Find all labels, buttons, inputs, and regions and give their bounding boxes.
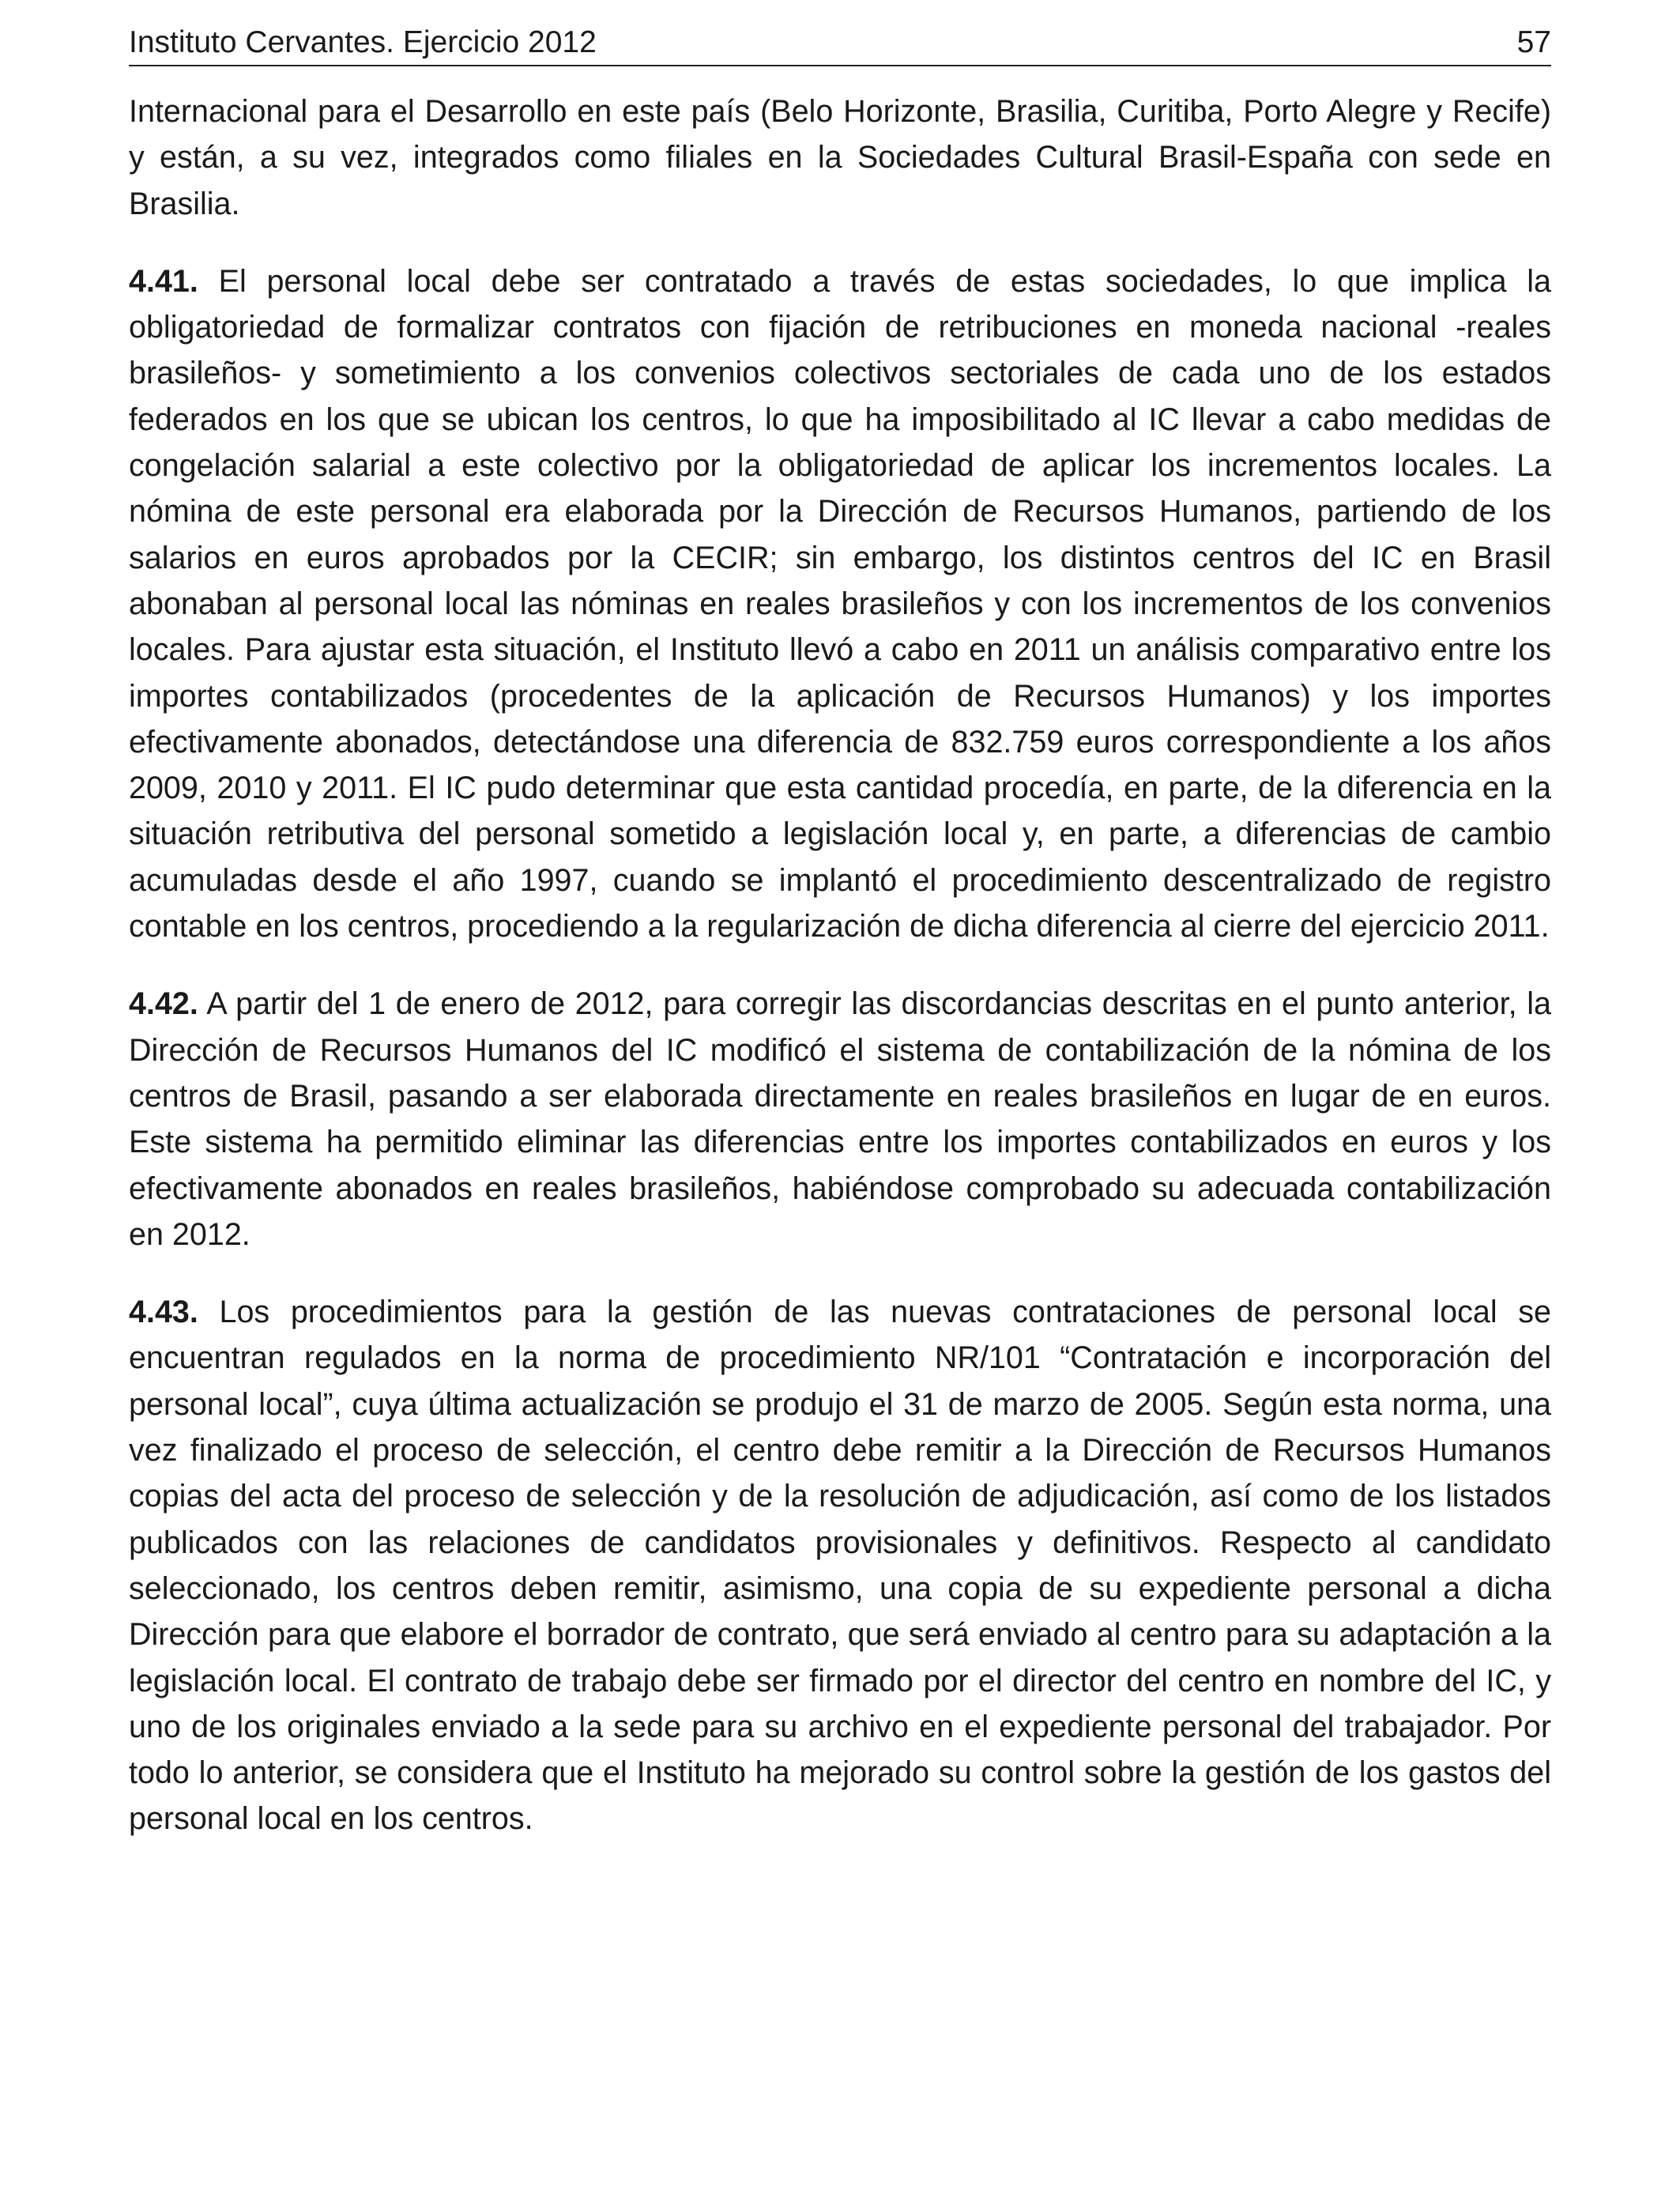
paragraph-number: 4.42. (129, 986, 198, 1022)
page-content (129, 89, 1551, 1842)
paragraph-continuation (129, 89, 1551, 227)
paragraph-text: El personal local debe ser contratado a través de estas sociedades, lo que implica la obligatoriedad de formalizar contratos con fijación de retribuciones en moneda nacional -reales brasileños- y sometimiento a los convenios colectivos sectoriales de cada uno de los estados federados en los que se ubican los centros, lo que ha imposibilitado al IC llevar a cabo medidas de congelación salarial a este colectivo por la obligatoriedad de aplicar los incrementos locales. La nómina de este personal era elaborada por la Dirección de Recursos Humanos, partiendo de los salarios en euros aprobados por la CECIR; sin embargo, los distintos centros del IC en Brasil abonaban al personal local las nóminas en reales brasileños y con los incrementos de los convenios locales. Para ajustar esta situación, el Instituto llevó a cabo en 2011 un análisis comparativo entre los importes contabilizados (procedentes de la aplicación de Recursos Humanos) y los importes efectivamente abonados, detectándose una diferencia de 832.759 euros correspondiente a los años 2009, 2010 y 2011. El IC pudo determinar que esta cantidad procedía, en parte, de la diferencia en la situación retributiva del personal sometido a legislación local y, en parte, a diferencias de cambio acumuladas desde el año 1997, cuando se implantó el procedimiento descentralizado de registro contable en los centros, procediendo a la regularización de dicha diferencia al cierre del ejercicio 2011. (129, 263, 1551, 944)
document-page (129, 22, 1551, 1874)
paragraph-number: 4.41. (129, 263, 198, 299)
page-number: 57 (1516, 25, 1551, 59)
paragraph-4-42 (129, 981, 1551, 1257)
paragraph-4-43 (129, 1289, 1551, 1842)
paragraph-text: Internacional para el Desarrollo en este país (Belo Horizonte, Brasilia, Curitiba, Porto Alegre y Recife) y están, a su vez, integrados como filiales en la Sociedades Cultural Brasil-España con sede en Brasilia. (129, 94, 1551, 221)
paragraph-number: 4.43. (129, 1295, 198, 1330)
paragraph-text: Los procedimientos para la gestión de las nuevas contrataciones de personal local se encuentran regulados en la norma de procedimiento NR/101 “Contratación e incorporación del personal local”, cuya última actualización se produjo el 31 de marzo de 2005. Según esta norma, una vez finalizado el proceso de selección, el centro debe remitir a la Dirección de Recursos Humanos copias del acta del proceso de selección y de la resolución de adjudicación, así como de los listados publicados con las relaciones de candidatos provisionales y definitivos. Respecto al candidato seleccionado, los centros deben remitir, asimismo, una copia de su expediente personal a dicha Dirección para que elabore el borrador de contrato, que será enviado al centro para su adaptación a la legislación local. El contrato de trabajo debe ser firmado por el director del centro en nombre del IC, y uno de los originales enviado a la sede para su archivo en el expediente personal del trabajador. Por todo lo anterior, se considera que el Instituto ha mejorado su control sobre la gestión de los gastos del personal local en los centros. (129, 1295, 1551, 1837)
paragraph-text: A partir del 1 de enero de 2012, para corregir las discordancias descritas en el punto anterior, la Dirección de Recursos Humanos del IC modificó el sistema de contabilización de la nómina de los centros de Brasil, pasando a ser elaborada directamente en reales brasileños en lugar de en euros. Este sistema ha permitido eliminar las diferencias entre los importes contabilizados en euros y los efectivamente abonados en reales brasileños, habiéndose comprobado su adecuada contabilización en 2012. (129, 986, 1551, 1252)
header-title: Instituto Cervantes. Ejercicio 2012 (129, 25, 597, 59)
page-header (129, 22, 1551, 66)
paragraph-4-41 (129, 258, 1551, 949)
